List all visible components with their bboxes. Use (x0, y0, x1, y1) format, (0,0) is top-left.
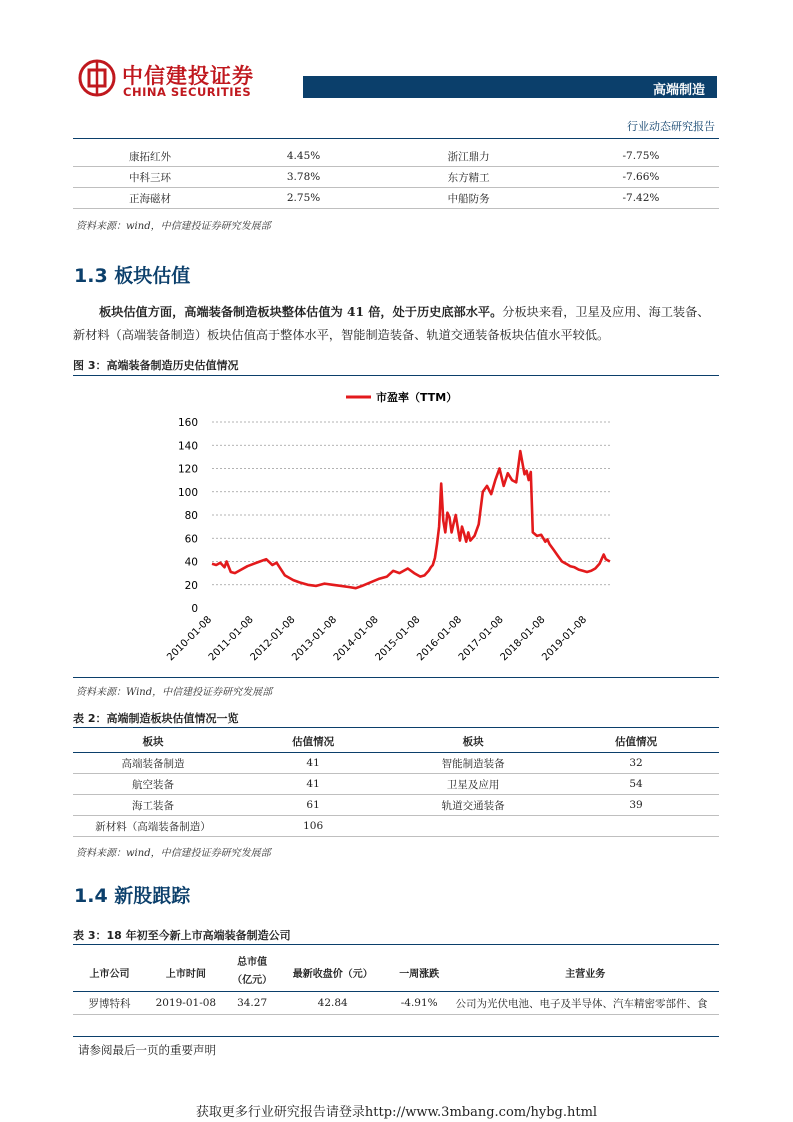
t2-cell: 106 (233, 816, 393, 837)
t1-cell: 3.78% (233, 167, 388, 188)
series-line-pe (212, 451, 610, 588)
paragraph-rest: 分板块来看，卫星及应用、海工装备、新材料（高端装备制造）板块估值高于整体水平，智能制造装备、轨道交通装备板块估值水平较低。 (73, 305, 710, 342)
y-tick-label: 80 (184, 510, 198, 522)
t3-row (73, 992, 719, 1015)
t1-cell: 浙江鼎力 (388, 146, 559, 167)
t2-header-valuation: 估值情况 (233, 730, 393, 753)
t3-header-price: 最新收盘价（元） (279, 953, 387, 992)
t2-row (73, 816, 719, 837)
t2-row (73, 795, 719, 816)
x-tick-label: 2015-01-08 (373, 614, 423, 664)
footer-divider (73, 1036, 719, 1037)
t1-cell: 康拓红外 (73, 146, 233, 167)
t3-header-date: 上市时间 (146, 953, 226, 992)
table2-source: 资料来源：wind，中信建投证券研究发展部 (76, 848, 271, 859)
report-type: 行业动态研究报告 (627, 120, 715, 133)
section-heading-1-3: 1.3 板块估值 (74, 265, 191, 287)
y-tick-label: 20 (184, 579, 198, 592)
y-tick-label: 40 (184, 556, 198, 569)
top-table (73, 146, 719, 209)
y-tick-label: 160 (177, 417, 198, 429)
t2-cell: 航空装备 (73, 774, 233, 795)
x-tick-label: 2011-01-08 (206, 614, 256, 664)
x-tick-label: 2013-01-08 (290, 614, 340, 664)
x-tick-label: 2010-01-08 (165, 614, 215, 664)
t2-cell: 智能制造装备 (393, 753, 553, 774)
t3-cell: 42.84 (279, 992, 387, 1015)
t2-cell: 卫星及应用 (393, 774, 553, 795)
t2-header-sector: 板块 (73, 730, 233, 753)
t1-cell: 4.45% (233, 146, 388, 167)
t1-cell: 中科三环 (73, 167, 233, 188)
t1-cell: -7.75% (558, 146, 719, 167)
section-heading-1-4: 1.4 新股跟踪 (74, 885, 191, 907)
t2-row (73, 753, 719, 774)
t2-row (73, 774, 719, 795)
t2-cell: 39 (553, 795, 719, 816)
t1-row (73, 146, 719, 167)
t1-cell: 东方精工 (388, 167, 559, 188)
y-tick-label: 0 (191, 603, 198, 615)
y-tick-label: 60 (184, 533, 198, 546)
x-tick-label: 2018-01-08 (498, 614, 548, 664)
y-tick-label: 140 (177, 440, 198, 453)
t2-cell: 海工装备 (73, 795, 233, 816)
t3-header-company: 上市公司 (73, 953, 146, 992)
t1-row (73, 167, 719, 188)
t2-cell: 61 (233, 795, 393, 816)
t3-cell: 公司为光伏电池、电子及半导体、汽车精密零部件、食 (452, 992, 719, 1015)
t2-cell: 新材料（高端装备制造） (73, 816, 233, 837)
t3-cell: -4.91% (387, 992, 452, 1015)
promo-link[interactable]: 获取更多行业研究报告请登录http://www.3mbang.com/hybg.html (195, 1105, 598, 1120)
x-tick-label: 2017-01-08 (456, 614, 506, 664)
t1-row (73, 188, 719, 209)
t1-cell: -7.66% (558, 167, 719, 188)
paragraph-bold: 板块估值方面，高端装备制造板块整体估值为 41 倍，处于历史底部水平。 (99, 305, 503, 319)
y-tick-label: 120 (177, 463, 198, 476)
figure-top-line (73, 375, 719, 376)
brand-name-cn: 中信建投证券 (122, 64, 254, 88)
valuation-table (73, 730, 719, 837)
table3-caption: 表 3：18 年初至今新上市高端装备制造公司 (73, 929, 291, 942)
legend-label: 市盈率（TTM） (376, 391, 458, 404)
pe-ratio-line-chart (140, 380, 640, 672)
t2-cell: 54 (553, 774, 719, 795)
figure-caption: 图 3：高端装备制造历史估值情况 (73, 359, 239, 372)
header-bar (303, 76, 717, 98)
t2-cell: 41 (233, 753, 393, 774)
t1-cell: 中船防务 (388, 188, 559, 209)
table2-top-line (73, 727, 719, 728)
t1-cell: -7.42% (558, 188, 719, 209)
x-tick-label: 2019-01-08 (540, 614, 590, 664)
brand-name-en: CHINA SECURITIES (123, 85, 252, 99)
t2-cell: 高端装备制造 (73, 753, 233, 774)
header-divider (73, 138, 719, 139)
disclaimer-note: 请参阅最后一页的重要声明 (78, 1043, 216, 1057)
t3-header-business: 主营业务 (452, 953, 719, 992)
company-logo-icon (78, 59, 116, 97)
t3-header-cap: 总市值 （亿元） (226, 953, 279, 992)
x-tick-label: 2014-01-08 (331, 614, 381, 664)
t2-cell: 41 (233, 774, 393, 795)
y-tick-label: 100 (177, 486, 198, 499)
t2-header-valuation-2: 估值情况 (553, 730, 719, 753)
figure-bottom-line (73, 677, 719, 678)
t3-cell: 34.27 (226, 992, 279, 1015)
section-1-3-paragraph (73, 301, 719, 347)
x-tick-label: 2016-01-08 (415, 614, 465, 664)
t2-cell: 轨道交通装备 (393, 795, 553, 816)
table3-top-line (73, 944, 719, 945)
t2-header-sector-2: 板块 (393, 730, 553, 753)
t3-cell: 2019-01-08 (146, 992, 226, 1015)
table2-caption: 表 2：高端制造板块估值情况一览 (73, 712, 239, 725)
x-tick-label: 2012-01-08 (248, 614, 298, 664)
t1-cell: 正海磁材 (73, 188, 233, 209)
figure-source: 资料来源：Wind，中信建投证券研究发展部 (76, 687, 273, 698)
t2-cell: 32 (553, 753, 719, 774)
top-table-source: 资料来源：wind，中信建投证券研究发展部 (76, 221, 271, 232)
t2-cell (393, 816, 553, 837)
t2-cell (553, 816, 719, 837)
t3-cell: 罗博特科 (73, 992, 146, 1015)
new-listings-table (73, 953, 719, 1015)
section-title: 高端制造 (652, 83, 705, 98)
t1-cell: 2.75% (233, 188, 388, 209)
t3-header-weekly: 一周涨跌 (387, 953, 452, 992)
